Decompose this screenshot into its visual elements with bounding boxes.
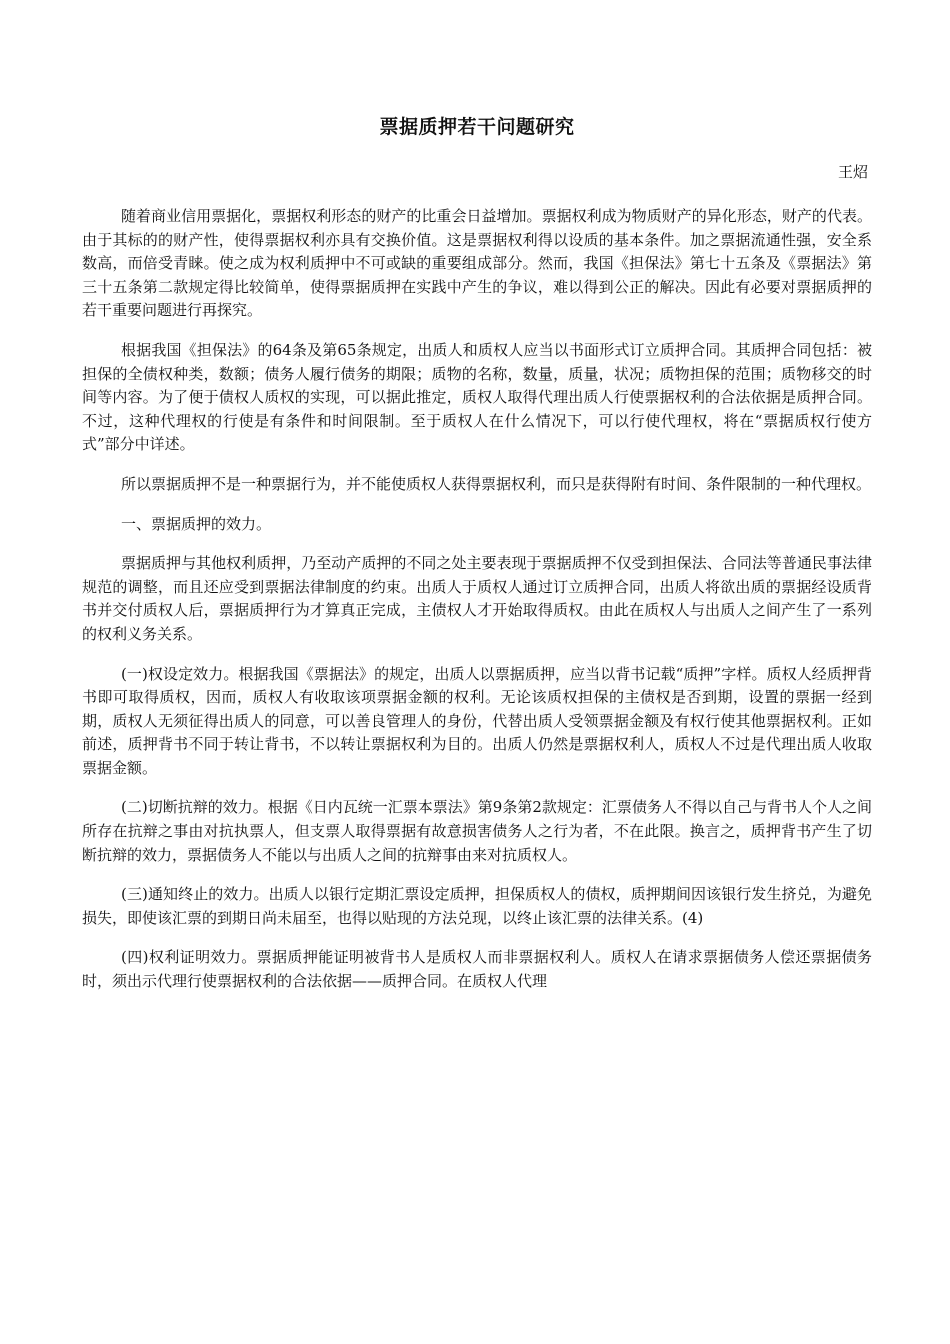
paragraph-intro: 随着商业信用票据化，票据权利形态的财产的比重会日益增加。票据权利成为物质财产的异化形态，财产的代表。由于其标的的财产性，使得票据权利亦具有交换价值。这是票据权利得以设质的基本条件。加之票据流通性强，安全系数高，而倍受青睐。使之成为权利质押中不可或缺的重要组成部分。然而，我国《担保法》第七十五条及《票据法》第三十五条第二款规定得比较简单，使得票据质押在实践中产生的争议，难以得到公正的解决。因此有必要对票据质押的若干重要问题进行再探究。 [82,207,872,320]
paragraph-effect-1: (一)权设定效力。根据我国《票据法》的规定，出质人以票据质押，应当以背书记载“质押”字样。质权人经质押背书即可取得质权，因而，质权人有收取该项票据金额的权利。无论该质权担保的主债权是否到期，设置的票据一经到期，质权人无须征得出质人的同意，可以善良管理人的身份，代替出质人受领票据金额及有权行使其他票据权利。正如前述，质押背书不同于转让背书，不以转让票据权利为目的。出质人仍然是票据权利人，质权人不过是代理出质人收取票据金额。 [82,664,872,777]
section-heading-effects: 一、票据质押的效力。 [121,514,272,533]
document-author: 王炤 [837,163,868,181]
paragraph-pledge-contract: 根据我国《担保法》的64条及第65条规定，出质人和质权人应当以书面形式订立质押合同。其质押合同包括：被担保的全债权种类，数额；债务人履行债务的期限；质物的名称，数量，质量，状况；质物担保的范围；质物移交的时间等内容。为了便于债权人质权的实现，可以据此推定，质权人取得代理出质人行使票据权利的合法依据是质押合同。不过，这种代理权的行使是有条件和时间限制。至于质权人在什么情况下，可以行使代理权，将在“票据质权行使方式”部分中详述。 [82,340,872,454]
paragraph-effect-3: (三)通知终止的效力。出质人以银行定期汇票设定质押，担保质权人的债权，质押期间因该银行发生挤兑，为避免损失，即使该汇票的到期日尚未届至，也得以贴现的方法兑现，以终止该汇票的法律关系。(4) [82,885,872,927]
paragraph-effect-4: (四)权利证明效力。票据质押能证明被背书人是质权人而非票据权利人。质权人在请求票据债务人偿还票据债务时，须出示代理行使票据权利的合法依据——质押合同。在质权人代理 [82,948,872,991]
paragraph-effects-overview: 票据质押与其他权利质押，乃至动产质押的不同之处主要表现于票据质押不仅受到担保法、合同法等普通民事法律规范的调整，而且还应受到票据法律制度的约束。出质人于质权人通过订立质押合同，出质人将欲出质的票据经设质背书并交付质权人后，票据质押行为才算真正完成，主债权人才开始取得质权。由此在质权人与出质人之间产生了一系列的权利义务关系。 [82,554,872,643]
paragraph-conclusion-agency: 所以票据质押不是一种票据行为，并不能使质权人获得票据权利，而只是获得附有时间、条件限制的一种代理权。 [121,474,872,493]
document-page [82,0,872,994]
document-title: 票据质押若干问题研究 [379,116,575,138]
paragraph-effect-2: (二)切断抗辩的效力。根据《日内瓦统一汇票本票法》第9条第2款规定：汇票债务人不得以自己与背书人个人之间所存在抗辩之事由对抗执票人，但支票人取得票据有故意损害债务人之行为者，不在此限。换言之，质押背书产生了切断抗辩的效力，票据债务人不能以与出质人之间的抗辩事由来对抗质权人。 [82,798,872,864]
